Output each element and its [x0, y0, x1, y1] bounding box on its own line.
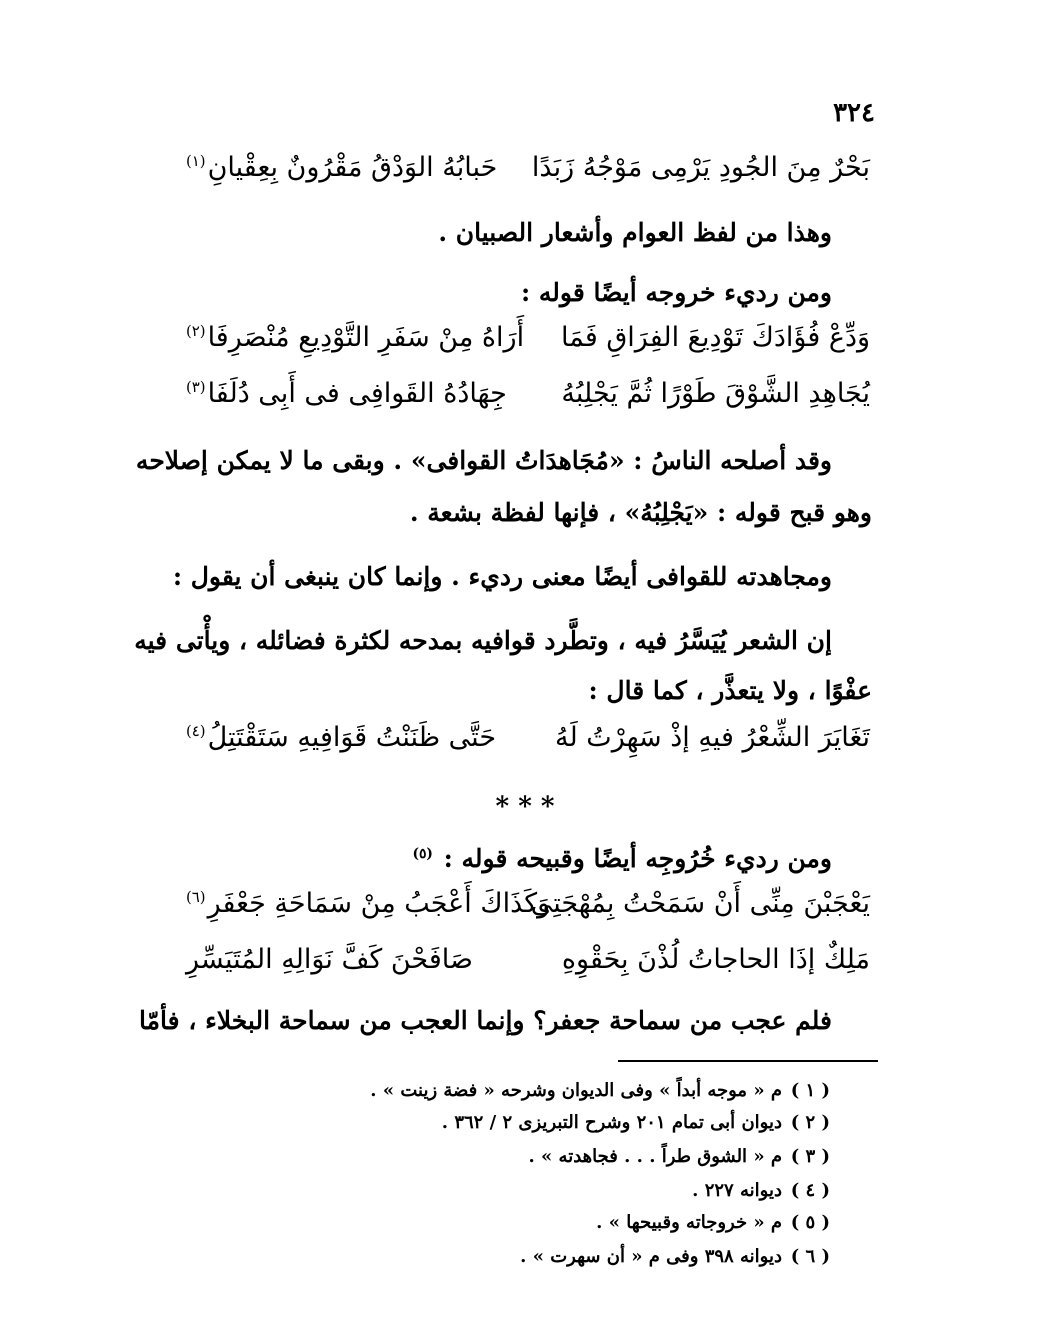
paragraph: ومجاهدته للقوافى أيضًا معنى رديء . وإنما كان ينبغى أن يقول :	[172, 562, 832, 591]
verse-second-hemistich	[186, 722, 496, 753]
footnote-marker: (٢)	[186, 322, 206, 340]
verse-text: جِهَادُهُ القَوافِى فى أَبِى دُلَفَا	[207, 378, 507, 409]
verse-text: أَرَاهُ مِنْ سَفَرِ التَّوْدِيعِ مُنْصَرِفَا	[207, 322, 525, 353]
footnote-marker: (٤)	[186, 722, 206, 740]
verse-line	[186, 944, 870, 990]
verse-line	[186, 322, 870, 368]
section-separator: * * *	[495, 792, 555, 822]
footnote-marker: (٥)	[412, 845, 433, 862]
verse-first-hemistich: يَعْجَبْنَ مِنِّى أَنْ سَمَحْتُ بِمُهْجَتِى	[530, 888, 870, 919]
page-number: ٣٢٤	[833, 98, 875, 128]
footnote	[529, 1146, 831, 1167]
paragraph: فلم عجب من سماحة جعفر؟ وإنما العجب من سماحة البخلاء ، فأمّا	[139, 1006, 832, 1035]
footnote-number: ( ٣ )	[790, 1146, 830, 1167]
footnote	[520, 1246, 830, 1267]
footnote	[442, 1112, 830, 1133]
verse-text: حَتَّى ظَنَنْتُ قَوَافِيهِ سَتَقْتَتِلُ	[207, 722, 497, 753]
verse-second-hemistich	[186, 378, 507, 409]
footnote-marker: (١)	[186, 152, 206, 170]
verse-first-hemistich: يُجَاهِدِ الشَّوْقَ طَوْرًا ثُمَّ يَجْلِبُهُ	[561, 378, 870, 409]
paragraph: وهذا من لفظ العوام وأشعار الصبيان .	[438, 218, 832, 247]
verse-second-hemistich	[186, 152, 497, 183]
paragraph-text: ومن رديء خُرُوجِه أيضًا وقبيحه قوله :	[443, 844, 832, 873]
verse-second-hemistich	[186, 888, 550, 919]
footnote-divider	[618, 1060, 878, 1062]
footnote-number: ( ٤ )	[790, 1180, 830, 1201]
footnote-number: ( ١ )	[790, 1080, 830, 1101]
footnote-text: م « موجه أبداً » وفى الديوان وشرحه « فضة زينت » .	[370, 1080, 782, 1101]
verse-line	[186, 378, 870, 424]
verse-second-hemistich: صَافَحْنَ كَفَّ نَوَالِهِ المُتَيَسِّرِ	[186, 944, 473, 975]
footnote	[370, 1080, 830, 1101]
paragraph-continuation: عفْوًا ، ولا يتعذَّر ، كما قال :	[588, 676, 872, 705]
footnote-marker: (٦)	[186, 888, 206, 906]
footnote-text: م « خروجاته وقبيحها » .	[596, 1212, 782, 1233]
verse-line	[186, 888, 870, 934]
verse-line	[186, 152, 870, 198]
verse-second-hemistich	[186, 322, 524, 353]
footnote-text: م « الشوق طراً . . . فجاهدته » .	[528, 1146, 782, 1167]
footnote-text: ديوانه ٢٢٧ .	[692, 1180, 782, 1201]
paragraph: وقد أصلحه الناسُ : «مُجَاهدَاتُ القوافى» . وبقى ما لا يمكن إصلاحه	[135, 446, 832, 475]
footnote	[692, 1180, 830, 1201]
verse-text: وَكَذَاكَ أَعْجَبُ مِنْ سَمَاحَةِ جَعْفَرِ	[207, 888, 551, 919]
footnote-number: ( ٥ )	[790, 1212, 830, 1233]
paragraph: ومن رديء خروجه أيضًا قوله :	[520, 278, 832, 307]
verse-text: حَبابُهُ الوَدْقُ مَقْرُونٌ بِعِقْيانِ	[207, 152, 498, 183]
footnote-text: ديوانه ٣٩٨ وفى م « أن سهرت » .	[520, 1246, 782, 1267]
footnote-marker: (٣)	[186, 378, 206, 396]
footnote	[596, 1212, 830, 1233]
verse-line	[186, 722, 870, 768]
footnote-number: ( ٢ )	[790, 1112, 830, 1133]
verse-first-hemistich: بَحْرٌ مِنَ الجُودِ يَرْمِى مَوْجُهُ زَبَدًا	[531, 152, 870, 183]
footnote-text: ديوان أبى تمام ٢٠١ وشرح التبريزى ٢ / ٣٦٢ .	[441, 1112, 782, 1133]
paragraph: إن الشعر يُيَسَّرُ فيه ، وتطَّرد قوافيه بمدحه لكثرة فضائله ، ويأْتى فيه	[134, 626, 832, 655]
verse-first-hemistich: وَدِّعْ فُؤَادَكَ تَوْدِيعَ الفِرَاقِ فَمَا	[561, 322, 870, 353]
footnote-number: ( ٦ )	[790, 1246, 830, 1267]
paragraph	[190, 844, 832, 873]
verse-first-hemistich: مَلِكٌ إذَا الحاجاتُ لُذْنَ بِحَقْوِهِ	[561, 944, 870, 975]
verse-first-hemistich: تَغَايَرَ الشِّعْرُ فيهِ إذْ سَهِرْتُ لَهُ	[555, 722, 870, 753]
paragraph-continuation: وهو قبح قوله : «يَجْلِبُهُ» ، فإنها لفظة بشعة .	[409, 498, 872, 527]
